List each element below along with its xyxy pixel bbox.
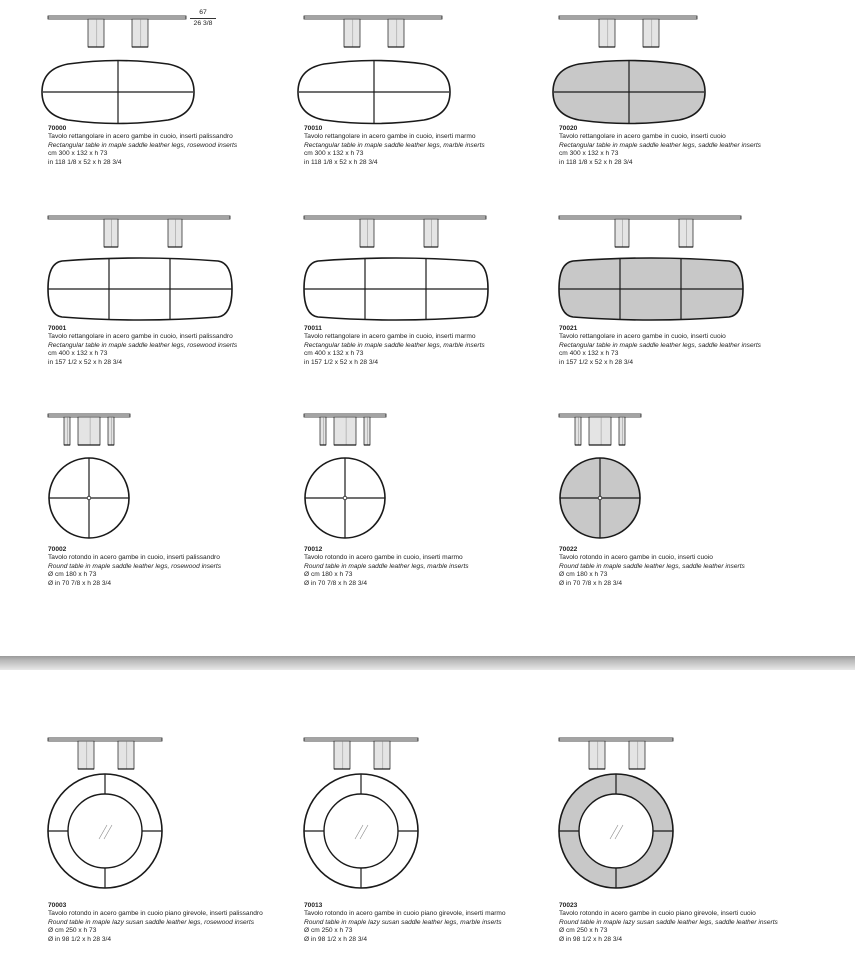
dimensions-inch: Ø in 70 7/8 x h 28 3/4 — [48, 579, 112, 587]
product-code: 70021 — [559, 325, 578, 332]
product-card-70011 — [304, 212, 554, 365]
description-english: Rectangular table in maple saddle leather legs, saddle leather inserts — [559, 341, 761, 349]
dimensions-cm: Ø cm 180 x h 73 — [559, 571, 608, 579]
lazy-susan — [579, 794, 653, 868]
product-caption — [48, 902, 263, 944]
description-italian: Tavolo rotondo in acero gambe in cuoio piano girevole, inserti palissandro — [48, 910, 263, 918]
description-english: Round table in maple lazy susan saddle leather legs, marble inserts — [304, 918, 502, 926]
product-card-70012 — [304, 410, 554, 586]
description-english: Rectangular table in maple saddle leather legs, saddle leather inserts — [559, 141, 761, 149]
product-code: 70000 — [48, 125, 67, 132]
description-italian: Tavolo rotondo in acero gambe in cuoio piano girevole, inserti cuoio — [559, 910, 756, 918]
dimensions-inch: in 157 1/2 x 52 x h 28 3/4 — [559, 358, 634, 366]
dimensions-inch: Ø in 70 7/8 x h 28 3/4 — [559, 579, 623, 587]
dimensions-cm: cm 400 x 132 x h 73 — [48, 350, 108, 358]
description-english: Round table in maple saddle leather legs, saddle leather inserts — [559, 562, 745, 570]
table-leg — [629, 741, 645, 769]
product-card-70010 — [304, 12, 554, 165]
product-caption — [48, 325, 237, 367]
product-card-70020 — [559, 12, 809, 165]
description-english: Rectangular table in maple saddle leather legs, rosewood inserts — [48, 141, 238, 149]
table-leg — [679, 219, 693, 247]
table-leg — [360, 219, 374, 247]
table-leg — [88, 19, 104, 47]
dimensions-inch: in 157 1/2 x 52 x h 28 3/4 — [48, 358, 123, 366]
description-italian: Tavolo rettangolare in acero gambe in cuoio, inserti cuoio — [559, 133, 726, 141]
product-caption — [559, 125, 761, 167]
table-leg — [64, 417, 70, 445]
description-english: Round table in maple saddle leather legs, rosewood inserts — [48, 562, 222, 570]
table-leg — [374, 741, 390, 769]
dimensions-cm: cm 300 x 132 x h 73 — [304, 150, 364, 158]
description-italian: Tavolo rettangolare in acero gambe in cuoio, inserti cuoio — [559, 333, 726, 341]
description-italian: Tavolo rotondo in acero gambe in cuoio, inserti marmo — [304, 554, 463, 562]
dimensions-cm: Ø cm 250 x h 73 — [559, 927, 608, 935]
product-card-70001 — [48, 212, 298, 365]
dimensions-cm: cm 400 x 132 x h 73 — [559, 350, 619, 358]
product-card-70000 — [48, 12, 298, 165]
description-italian: Tavolo rotondo in acero gambe in cuoio, inserti cuoio — [559, 554, 713, 562]
dimension-bottom: 26 3/8 — [193, 20, 213, 27]
table-leg — [168, 219, 182, 247]
product-caption — [304, 325, 485, 367]
product-code: 70001 — [48, 325, 67, 332]
table-leg — [334, 417, 356, 445]
product-caption — [304, 546, 469, 588]
table-leg — [599, 19, 615, 47]
dimensions-inch: Ø in 98 1/2 x h 28 3/4 — [559, 935, 623, 943]
product-code: 70013 — [304, 902, 323, 909]
table-leg — [108, 417, 114, 445]
table-leg — [118, 741, 134, 769]
product-card-70003 — [48, 734, 298, 942]
table-leg — [615, 219, 629, 247]
dimensions-inch: in 157 1/2 x 52 x h 28 3/4 — [304, 358, 379, 366]
description-english: Round table in maple saddle leather legs, marble inserts — [304, 562, 469, 570]
product-code: 70012 — [304, 546, 323, 553]
center-pivot — [598, 496, 602, 500]
description-italian: Tavolo rettangolare in acero gambe in cuoio, inserti palissandro — [48, 333, 233, 341]
description-english: Rectangular table in maple saddle leather legs, marble inserts — [304, 141, 485, 149]
dimensions-inch: Ø in 98 1/2 x h 28 3/4 — [304, 935, 368, 943]
product-card-70021 — [559, 212, 809, 365]
plan-view — [48, 258, 232, 320]
product-caption — [559, 325, 761, 367]
description-italian: Tavolo rettangolare in acero gambe in cuoio, inserti marmo — [304, 333, 476, 341]
product-code: 70002 — [48, 546, 67, 553]
table-leg — [320, 417, 326, 445]
product-caption — [48, 546, 221, 588]
plan-view — [304, 258, 488, 320]
lazy-susan — [324, 794, 398, 868]
center-pivot — [87, 496, 91, 500]
dimensions-inch: Ø in 98 1/2 x h 28 3/4 — [48, 935, 112, 943]
dimension-top: 67 — [199, 9, 207, 16]
table-leg — [589, 741, 605, 769]
table-drawing — [48, 734, 248, 904]
table-leg — [78, 417, 100, 445]
table-leg — [575, 417, 581, 445]
description-english: Rectangular table in maple saddle leather legs, marble inserts — [304, 341, 485, 349]
description-italian: Tavolo rettangolare in acero gambe in cuoio, inserti palissandro — [48, 133, 233, 141]
description-english: Round table in maple lazy susan saddle leather legs, rosewood inserts — [48, 918, 254, 926]
table-leg — [424, 219, 438, 247]
dimensions-inch: Ø in 70 7/8 x h 28 3/4 — [304, 579, 368, 587]
dimensions-cm: Ø cm 180 x h 73 — [304, 571, 353, 579]
plan-view — [553, 61, 705, 124]
center-pivot — [343, 496, 347, 500]
product-card-70022 — [559, 410, 809, 586]
table-leg — [78, 741, 94, 769]
product-card-70023 — [559, 734, 809, 942]
table-leg — [132, 19, 148, 47]
table-leg — [388, 19, 404, 47]
product-caption — [559, 902, 778, 944]
plan-view — [298, 61, 450, 124]
product-code: 70003 — [48, 902, 67, 909]
dimensions-cm: Ø cm 250 x h 73 — [48, 927, 97, 935]
description-italian: Tavolo rotondo in acero gambe in cuoio, inserti palissandro — [48, 554, 220, 562]
dimensions-cm: cm 300 x 132 x h 73 — [48, 150, 108, 158]
table-drawing — [304, 734, 504, 904]
dimensions-inch: in 118 1/8 x 52 x h 28 3/4 — [304, 158, 378, 166]
table-leg — [364, 417, 370, 445]
lazy-susan — [68, 794, 142, 868]
description-english: Round table in maple lazy susan saddle leather legs, saddle leather inserts — [559, 918, 778, 926]
table-drawing — [559, 734, 759, 904]
product-code: 70010 — [304, 125, 323, 132]
table-leg — [334, 741, 350, 769]
product-code: 70011 — [304, 325, 322, 332]
product-card-70002 — [48, 410, 298, 586]
table-leg — [589, 417, 611, 445]
table-leg — [104, 219, 118, 247]
plan-view — [559, 258, 743, 320]
table-leg — [619, 417, 625, 445]
product-code: 70023 — [559, 902, 578, 909]
product-card-70013 — [304, 734, 554, 942]
table-leg — [643, 19, 659, 47]
product-caption — [48, 125, 237, 167]
table-leg — [344, 19, 360, 47]
description-italian: Tavolo rettangolare in acero gambe in cuoio, inserti marmo — [304, 133, 476, 141]
description-english: Rectangular table in maple saddle leather legs, rosewood inserts — [48, 341, 238, 349]
product-code: 70022 — [559, 546, 578, 553]
dimensions-cm: cm 300 x 132 x h 73 — [559, 150, 619, 158]
product-caption — [559, 546, 745, 588]
dimensions-inch: in 118 1/8 x 52 x h 28 3/4 — [559, 158, 633, 166]
plan-view — [42, 61, 194, 124]
dimensions-cm: Ø cm 180 x h 73 — [48, 571, 97, 579]
dimensions-cm: cm 400 x 132 x h 73 — [304, 350, 364, 358]
product-caption — [304, 125, 485, 167]
description-italian: Tavolo rotondo in acero gambe in cuoio piano girevole, inserti marmo — [304, 910, 506, 918]
dimensions-cm: Ø cm 250 x h 73 — [304, 927, 353, 935]
dimensions-inch: in 118 1/8 x 52 x h 28 3/4 — [48, 158, 122, 166]
product-code: 70020 — [559, 125, 578, 132]
product-caption — [304, 902, 506, 944]
section-divider — [0, 656, 855, 670]
